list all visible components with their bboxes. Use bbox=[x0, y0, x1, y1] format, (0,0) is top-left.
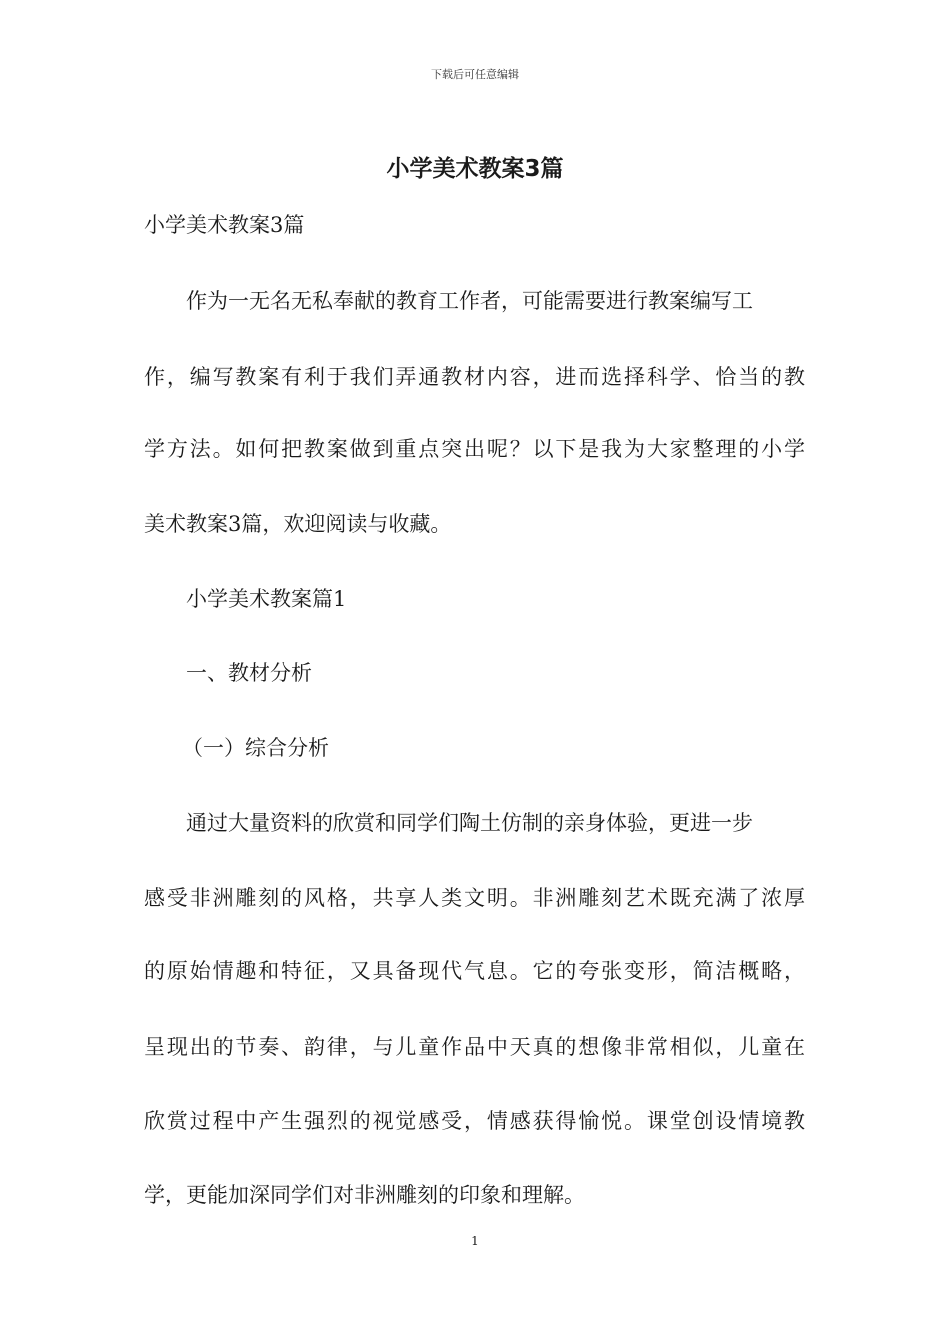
document-subtitle: 小学美术教案3篇 bbox=[144, 213, 305, 237]
section-title: 小学美术教案篇1 bbox=[186, 587, 347, 611]
intro-line: 美术教案3篇，欢迎阅读与收藏。 bbox=[144, 512, 452, 536]
body-line: 的原始情趣和特征，又具备现代气息。它的夸张变形，简洁概略， bbox=[144, 959, 805, 983]
body-line: 欣赏过程中产生强烈的视觉感受，情感获得愉悦。课堂创设情境教 bbox=[144, 1109, 805, 1133]
heading-comprehensive-analysis: （一）综合分析 bbox=[182, 736, 329, 760]
page-number: 1 bbox=[471, 1234, 479, 1248]
body-line: 呈现出的节奏、韵律，与儿童作品中天真的想像非常相似，儿童在 bbox=[144, 1035, 805, 1059]
intro-line: 作，编写教案有利于我们弄通教材内容，进而选择科学、恰当的教 bbox=[144, 365, 805, 389]
intro-line: 作为一无名无私奉献的教育工作者，可能需要进行教案编写工 bbox=[186, 289, 753, 313]
body-line: 感受非洲雕刻的风格，共享人类文明。非洲雕刻艺术既充满了浓厚 bbox=[144, 886, 805, 910]
body-line: 学，更能加深同学们对非洲雕刻的印象和理解。 bbox=[144, 1183, 585, 1207]
document-title: 小学美术教案3篇 bbox=[386, 156, 564, 182]
page-header-note: 下载后可任意编辑 bbox=[431, 68, 519, 81]
body-line: 通过大量资料的欣赏和同学们陶土仿制的亲身体验，更进一步 bbox=[186, 811, 753, 835]
intro-line: 学方法。如何把教案做到重点突出呢？以下是我为大家整理的小学 bbox=[144, 437, 805, 461]
heading-analysis: 一、教材分析 bbox=[186, 661, 312, 685]
